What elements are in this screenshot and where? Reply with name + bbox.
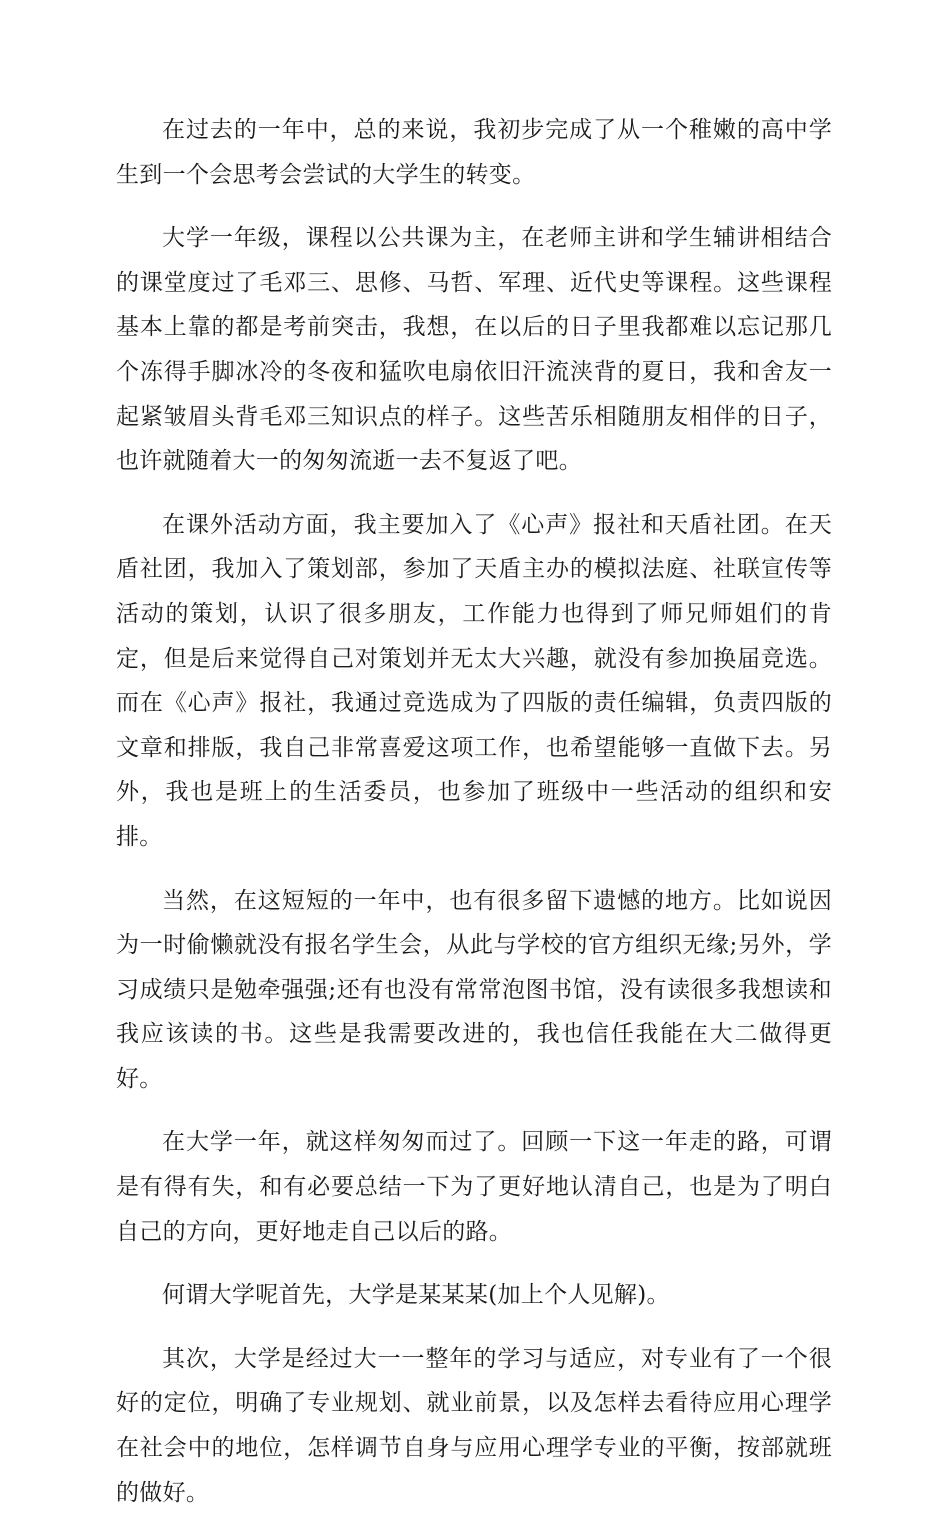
paragraph-5: 在大学一年，就这样匆匆而过了。回顾一下这一年走的路，可谓是有得有失，和有必要总结一下为了更好地认清自己，也是为了明白自己的方向，更好地走自己以后的路。 bbox=[116, 1129, 832, 1245]
paragraph-7: 其次，大学是经过大一一整年的学习与适应，对专业有了一个很好的定位，明确了专业规划、就业前景，以及怎样去看待应用心理学在社会中的地位，怎样调节自身与应用心理学专业的平衡，按部就班的做好。 bbox=[116, 1345, 832, 1506]
document-body bbox=[116, 108, 832, 1534]
paragraph-3: 在课外活动方面，我主要加入了《心声》报社和天盾社团。在天盾社团，我加入了策划部，参加了天盾主办的模拟法庭、社联宣传等活动的策划，认识了很多朋友，工作能力也得到了师兄师姐们的肯定，但是后来觉得自己对策划并无太大兴趣，就没有参加换届竞选。而在《心声》报社，我通过竞选成为了四版的责任编辑，负责四版的文章和排版，我自己非常喜爱这项工作，也希望能够一直做下去。另外，我也是班上的生活委员，也参加了班级中一些活动的组织和安排。 bbox=[116, 511, 832, 850]
paragraph-6: 何谓大学呢首先，大学是某某某(加上个人见解)。 bbox=[162, 1282, 670, 1309]
paragraph-1: 在过去的一年中，总的来说，我初步完成了从一个稚嫩的高中学生到一个会思考会尝试的大学生的转变。 bbox=[116, 117, 832, 188]
paragraph-4: 当然，在这短短的一年中，也有很多留下遗憾的地方。比如说因为一时偷懒就没有报名学生会，从此与学校的官方组织无缘;另外，学习成绩只是勉牵强强;还有也没有常常泡图书馆，没有读很多我想读和我应该读的书。这些是我需要改进的，我也信任我能在大二做得更好。 bbox=[116, 887, 832, 1092]
paragraph-2: 大学一年级，课程以公共课为主，在老师主讲和学生辅讲相结合的课堂度过了毛邓三、思修、马哲、军理、近代史等课程。这些课程基本上靠的都是考前突击，我想，在以后的日子里我都难以忘记那几个冻得手脚冰冷的冬夜和猛吹电扇依旧汗流浃背的夏日，我和舍友一起紧皱眉头背毛邓三知识点的样子。这些苦乐相随朋友相伴的日子，也许就随着大一的匆匆流逝一去不复返了吧。 bbox=[116, 225, 832, 475]
